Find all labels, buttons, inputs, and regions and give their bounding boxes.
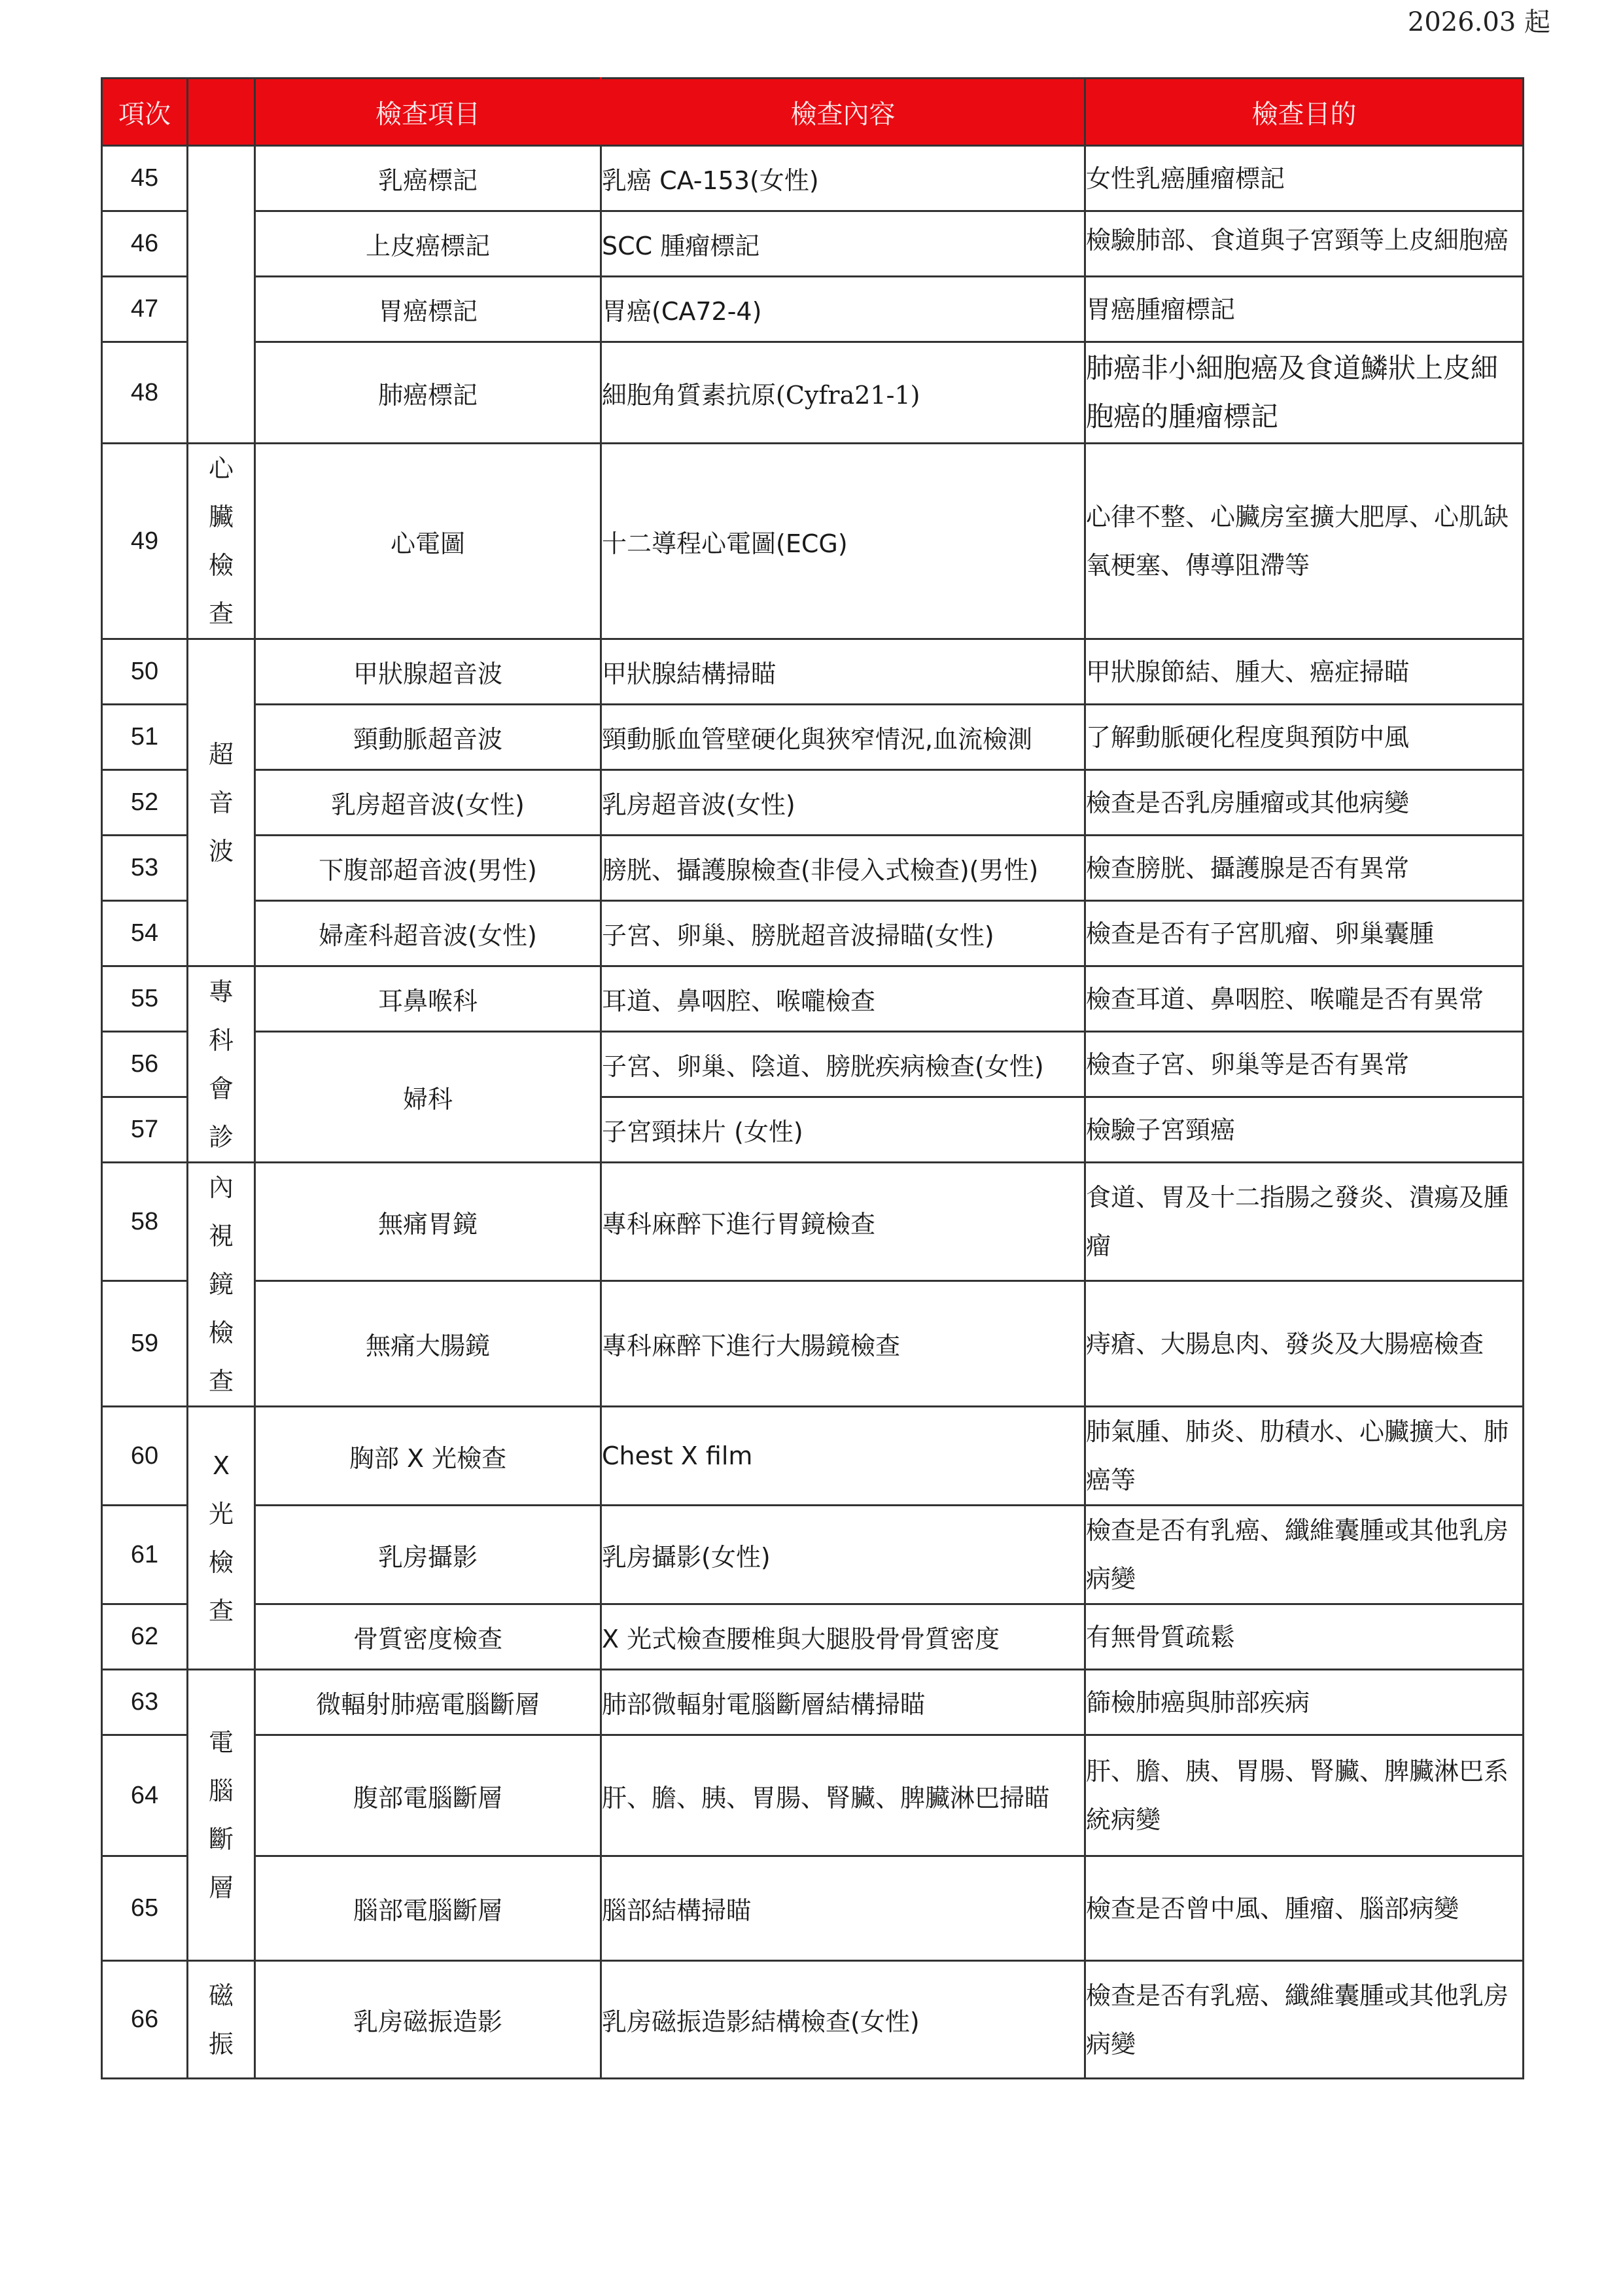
category-cell-xray <box>188 1407 255 1670</box>
row-number: 51 <box>102 705 188 770</box>
row-number: 52 <box>102 770 188 836</box>
category-char: 內 <box>208 1173 234 1202</box>
category-cell-ultrasound <box>188 639 255 966</box>
row-purpose: 肺氣腫、肺炎、肋積水、心臟擴大、肺癌等 <box>1085 1407 1524 1506</box>
table-row <box>102 1281 1524 1407</box>
row-purpose: 心律不整、心臟房室擴大肥厚、心肌缺氧梗塞、傳導阻滯等 <box>1085 444 1524 639</box>
row-content: 專科麻醉下進行大腸鏡檢查 <box>601 1281 1085 1407</box>
row-item: 婦產科超音波(女性) <box>255 901 601 966</box>
category-char: 超 <box>208 739 234 769</box>
table-row <box>102 211 1524 277</box>
row-number: 65 <box>102 1856 188 1961</box>
row-item: 骨質密度檢查 <box>255 1604 601 1670</box>
row-item: 上皮癌標記 <box>255 211 601 277</box>
row-purpose: 檢查是否曾中風、腫瘤、腦部病變 <box>1085 1856 1524 1961</box>
row-number: 61 <box>102 1506 188 1604</box>
row-content: 胃癌(CA72-4) <box>601 277 1085 342</box>
header-purpose: 檢查目的 <box>1085 79 1524 146</box>
category-cell-ct <box>188 1670 255 1961</box>
row-content: 膀胱、攝護腺檢查(非侵入式檢查)(男性) <box>601 836 1085 901</box>
table-row <box>102 1163 1524 1281</box>
row-number: 56 <box>102 1032 188 1097</box>
row-purpose: 檢驗子宮頸癌 <box>1085 1097 1524 1163</box>
row-purpose: 檢查膀胱、攝護腺是否有異常 <box>1085 836 1524 901</box>
row-item: 婦科 <box>255 1032 601 1163</box>
row-content: 子宮、卵巢、膀胱超音波掃瞄(女性) <box>601 901 1085 966</box>
row-purpose: 有無骨質疏鬆 <box>1085 1604 1524 1670</box>
category-cell-tumor-markers <box>188 146 255 444</box>
header-category <box>188 79 255 146</box>
row-item: 胸部 X 光檢查 <box>255 1407 601 1506</box>
row-content: 甲狀腺結構掃瞄 <box>601 639 1085 705</box>
table-row <box>102 966 1524 1032</box>
row-item: 下腹部超音波(男性) <box>255 836 601 901</box>
date-label: 2026.03 起 <box>1407 7 1550 37</box>
table-row <box>102 1604 1524 1670</box>
table-row <box>102 1735 1524 1856</box>
table-row <box>102 705 1524 770</box>
row-purpose: 肝、膽、胰、胃腸、腎臟、脾臟淋巴系統病變 <box>1085 1735 1524 1856</box>
table-row <box>102 146 1524 211</box>
category-char: 科 <box>208 1025 234 1055</box>
category-char: 檢 <box>208 1318 234 1347</box>
row-purpose: 檢查是否有乳癌、纖維囊腫或其他乳房病變 <box>1085 1506 1524 1604</box>
category-cell-mri <box>188 1961 255 2079</box>
table-header-row <box>102 79 1524 146</box>
row-purpose: 食道、胃及十二指腸之發炎、潰瘍及腫瘤 <box>1085 1163 1524 1281</box>
category-char: 光 <box>208 1499 234 1528</box>
category-char: 查 <box>208 599 234 628</box>
category-cell-endoscopy <box>188 1163 255 1407</box>
row-number: 46 <box>102 211 188 277</box>
table-row <box>102 1670 1524 1735</box>
row-purpose: 檢查子宮、卵巢等是否有異常 <box>1085 1032 1524 1097</box>
row-item: 乳房攝影 <box>255 1506 601 1604</box>
row-item: 腦部電腦斷層 <box>255 1856 601 1961</box>
row-purpose: 篩檢肺癌與肺部疾病 <box>1085 1670 1524 1735</box>
row-content: 耳道、鼻咽腔、喉嚨檢查 <box>601 966 1085 1032</box>
header-content: 檢查內容 <box>601 79 1085 146</box>
row-content: 乳房攝影(女性) <box>601 1506 1085 1604</box>
category-char: 臟 <box>208 503 234 531</box>
row-purpose: 檢查是否有乳癌、纖維囊腫或其他乳房病變 <box>1085 1961 1524 2079</box>
table-row <box>102 639 1524 705</box>
row-item: 甲狀腺超音波 <box>255 639 601 705</box>
category-char: 視 <box>208 1222 234 1250</box>
category-char: 層 <box>208 1873 234 1902</box>
category-char: 檢 <box>208 1547 234 1577</box>
row-item: 微輻射肺癌電腦斷層 <box>255 1670 601 1735</box>
category-char: 磁 <box>208 1981 234 2010</box>
row-purpose: 檢查是否有子宮肌瘤、卵巢囊腫 <box>1085 901 1524 966</box>
row-number: 54 <box>102 901 188 966</box>
category-char: 鏡 <box>208 1270 234 1299</box>
row-purpose: 檢查是否乳房腫瘤或其他病變 <box>1085 770 1524 836</box>
row-purpose-cell <box>1085 211 1524 277</box>
row-item: 胃癌標記 <box>255 277 601 342</box>
row-purpose: 肺癌非小細胞癌及食道鱗狀上皮細胞癌的腫瘤標記 <box>1085 342 1524 444</box>
category-char: 檢 <box>208 551 234 580</box>
category-cell-specialist <box>188 966 255 1163</box>
row-number: 57 <box>102 1097 188 1163</box>
row-purpose: 女性乳癌腫瘤標記 <box>1085 146 1524 211</box>
table-row <box>102 1856 1524 1961</box>
category-char: 會 <box>208 1074 234 1103</box>
row-content: SCC 腫瘤標記 <box>601 211 1085 277</box>
row-content: Chest X film <box>601 1407 1085 1506</box>
row-number: 59 <box>102 1281 188 1407</box>
row-purpose: 痔瘡、大腸息肉、發炎及大腸癌檢查 <box>1085 1281 1524 1407</box>
row-content: 腦部結構掃瞄 <box>601 1856 1085 1961</box>
row-content: 十二導程心電圖(ECG) <box>601 444 1085 639</box>
row-number: 49 <box>102 444 188 639</box>
table-row <box>102 1032 1524 1097</box>
header-no: 項次 <box>102 79 188 146</box>
row-content: 頸動脈血管壁硬化與狹窄情況,血流檢測 <box>601 705 1085 770</box>
row-item: 腹部電腦斷層 <box>255 1735 601 1856</box>
row-content: 子宮、卵巢、陰道、膀胱疾病檢查(女性) <box>601 1032 1085 1097</box>
category-char: 音 <box>208 788 234 817</box>
category-char: X <box>212 1451 230 1480</box>
table-row <box>102 1961 1524 2079</box>
table-row <box>102 444 1524 639</box>
row-number: 55 <box>102 966 188 1032</box>
row-number: 50 <box>102 639 188 705</box>
row-number: 63 <box>102 1670 188 1735</box>
row-number: 58 <box>102 1163 188 1281</box>
row-item: 乳癌標記 <box>255 146 601 211</box>
row-item: 肺癌標記 <box>255 342 601 444</box>
row-content: 專科麻醉下進行胃鏡檢查 <box>601 1163 1085 1281</box>
row-content: 肺部微輻射電腦斷層結構掃瞄 <box>601 1670 1085 1735</box>
row-item: 無痛大腸鏡 <box>255 1281 601 1407</box>
category-char: 波 <box>208 836 234 866</box>
category-char: 心 <box>208 454 234 483</box>
row-item: 無痛胃鏡 <box>255 1163 601 1281</box>
row-content: X 光式檢查腰椎與大腿股骨骨質密度 <box>601 1604 1085 1670</box>
table-row <box>102 901 1524 966</box>
row-content: 乳房超音波(女性) <box>601 770 1085 836</box>
exam-items-table <box>101 77 1524 2079</box>
row-number: 60 <box>102 1407 188 1506</box>
category-char: 電 <box>208 1728 234 1757</box>
row-purpose: 檢驗肺部、食道與子宮頸等上皮細胞癌 <box>1086 226 1509 255</box>
row-item: 頸動脈超音波 <box>255 705 601 770</box>
row-purpose: 檢查耳道、鼻咽腔、喉嚨是否有異常 <box>1085 966 1524 1032</box>
row-content: 乳房磁振造影結構檢查(女性) <box>601 1961 1085 2079</box>
row-item: 乳房磁振造影 <box>255 1961 601 2079</box>
table-row <box>102 342 1524 444</box>
category-char: 查 <box>208 1596 234 1625</box>
row-item: 乳房超音波(女性) <box>255 770 601 836</box>
row-content: 細胞角質素抗原(Cyfra21-1) <box>601 342 1085 444</box>
category-char: 腦 <box>208 1776 234 1805</box>
row-number: 64 <box>102 1735 188 1856</box>
category-char: 查 <box>208 1367 234 1396</box>
row-item: 心電圖 <box>255 444 601 639</box>
row-number: 62 <box>102 1604 188 1670</box>
row-number: 45 <box>102 146 188 211</box>
row-content: 乳癌 CA-153(女性) <box>601 146 1085 211</box>
table-row <box>102 770 1524 836</box>
category-char: 斷 <box>208 1825 234 1854</box>
table-row <box>102 1506 1524 1604</box>
row-number: 48 <box>102 342 188 444</box>
row-content: 肝、膽、胰、胃腸、腎臟、脾臟淋巴掃瞄 <box>601 1735 1085 1856</box>
row-item: 耳鼻喉科 <box>255 966 601 1032</box>
header-item: 檢查項目 <box>255 79 601 146</box>
category-char: 專 <box>208 977 234 1006</box>
row-purpose: 了解動脈硬化程度與預防中風 <box>1085 705 1524 770</box>
table-row <box>102 836 1524 901</box>
row-purpose: 甲狀腺節結、腫大、癌症掃瞄 <box>1085 639 1524 705</box>
row-number: 47 <box>102 277 188 342</box>
row-purpose: 胃癌腫瘤標記 <box>1085 277 1524 342</box>
table-row <box>102 1407 1524 1506</box>
row-content: 子宮頸抹片 (女性) <box>601 1097 1085 1163</box>
category-cell-heart <box>188 444 255 639</box>
row-number: 66 <box>102 1961 188 2079</box>
category-char: 振 <box>208 2029 234 2058</box>
table-row <box>102 277 1524 342</box>
category-char: 診 <box>208 1122 234 1152</box>
row-number: 53 <box>102 836 188 901</box>
